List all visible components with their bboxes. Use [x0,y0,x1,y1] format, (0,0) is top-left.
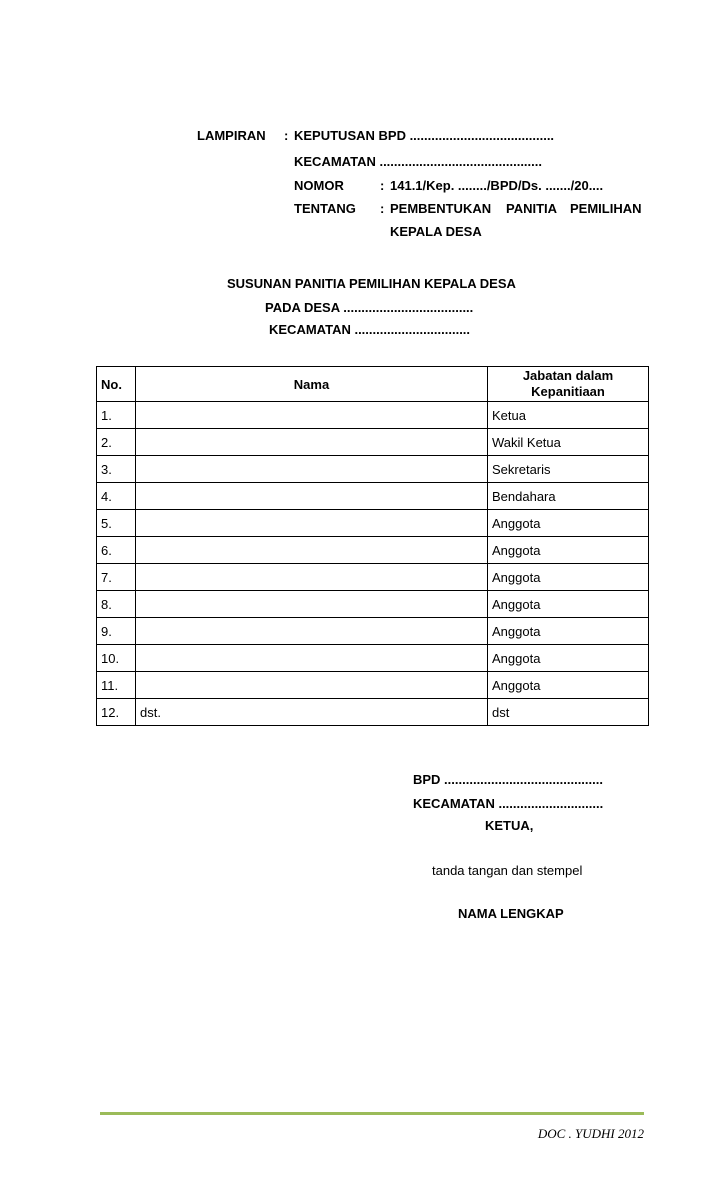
title-line3: KECAMATAN ................................ [269,322,471,337]
header-jabatan: Jabatan dalam Kepanitiaan [488,367,649,402]
cell-no: 11. [97,672,136,699]
cell-nama [136,402,488,429]
cell-no: 9. [97,618,136,645]
nomor-value: 141.1/Kep. ......../BPD/Ds. ......./20.... [390,178,604,193]
cell-no: 8. [97,591,136,618]
cell-jabatan: Bendahara [488,483,649,510]
cell-no: 10. [97,645,136,672]
cell-nama [136,510,488,537]
tentang-value-2: PANITIA [506,201,558,216]
nomor-label: NOMOR [294,178,344,193]
sig-ttd: tanda tangan dan stempel [432,863,583,878]
header-kecamatan: KECAMATAN ............................................. [294,154,542,169]
table-row [97,429,649,456]
lampiran-label: LAMPIRAN [197,128,266,143]
title-line2: PADA DESA .................................... [265,300,474,315]
committee-table [96,366,649,726]
cell-nama [136,429,488,456]
tentang-colon: : [380,201,385,216]
table-row [97,564,649,591]
cell-nama [136,564,488,591]
cell-jabatan: Wakil Ketua [488,429,649,456]
cell-no: 3. [97,456,136,483]
cell-jabatan: Anggota [488,672,649,699]
lampiran-colon: : [284,128,289,143]
sig-ketua: KETUA, [485,818,534,833]
table-row [97,591,649,618]
footer-divider [100,1112,644,1115]
table-row [97,456,649,483]
cell-no: 12. [97,699,136,726]
footer-text: DOC . YUDHI 2012 [537,1126,644,1141]
cell-no: 1. [97,402,136,429]
cell-no: 7. [97,564,136,591]
tentang-value-line2: KEPALA DESA [390,224,482,239]
table-row [97,645,649,672]
cell-jabatan: Anggota [488,510,649,537]
table-row [97,699,649,726]
cell-nama [136,672,488,699]
table-row [97,402,649,429]
tentang-label: TENTANG [294,201,356,216]
cell-jabatan: Sekretaris [488,456,649,483]
cell-no: 2. [97,429,136,456]
cell-no: 6. [97,537,136,564]
table-row [97,618,649,645]
cell-nama [136,591,488,618]
cell-no: 5. [97,510,136,537]
cell-nama [136,537,488,564]
cell-nama [136,618,488,645]
title-line1: SUSUNAN PANITIA PEMILIHAN KEPALA DESA [227,276,516,291]
table-row [97,537,649,564]
sig-kecamatan: KECAMATAN ............................. [413,796,604,811]
table-header-row [97,367,649,402]
cell-nama [136,456,488,483]
cell-jabatan: Anggota [488,618,649,645]
sig-bpd: BPD ............................................ [413,772,603,787]
cell-no: 4. [97,483,136,510]
tentang-value-3: PEMILIHAN [570,201,642,216]
header-nama: Nama [136,367,488,402]
cell-jabatan: Anggota [488,645,649,672]
keputusan-text: KEPUTUSAN BPD ........................................ [294,128,555,143]
nomor-colon: : [380,178,385,193]
table-row [97,483,649,510]
header-no: No. [97,367,136,402]
table-row [97,510,649,537]
cell-nama [136,645,488,672]
cell-jabatan: Anggota [488,537,649,564]
tentang-value-1: PEMBENTUKAN [390,201,492,216]
cell-jabatan: Ketua [488,402,649,429]
sig-nama: NAMA LENGKAP [458,906,564,921]
cell-nama [136,483,488,510]
cell-nama: dst. [136,699,488,726]
cell-jabatan: Anggota [488,564,649,591]
table-row [97,672,649,699]
cell-jabatan: dst [488,699,649,726]
cell-jabatan: Anggota [488,591,649,618]
